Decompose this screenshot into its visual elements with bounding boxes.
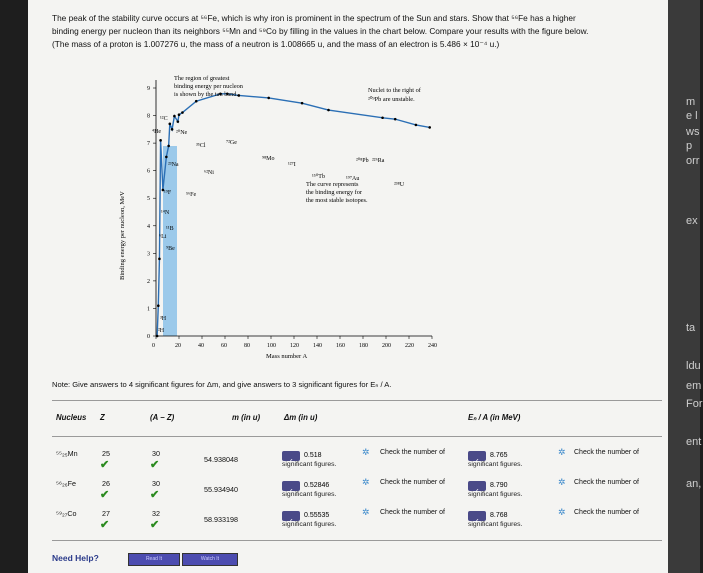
hint-icon[interactable]: ✲ (558, 507, 566, 517)
delta-m-value: 0.52846 (304, 482, 330, 490)
nuclide-i127: ¹²⁷I (288, 162, 296, 168)
hint-icon[interactable]: ✲ (362, 447, 370, 457)
eb-value: 8.768 (490, 512, 508, 520)
header-mass: m (in u) (232, 413, 261, 422)
annotation-right-1: Nuclei to the right of (368, 87, 421, 94)
nuclide-pb208: ²⁰⁸Pb (356, 158, 369, 164)
data-point (169, 123, 172, 126)
divider-header (52, 436, 662, 437)
note-text: Note: Give answers to 4 significant figures for Δm, and give answers to 3 significant figures for Eₙ / A. (52, 380, 392, 389)
data-point (327, 109, 330, 112)
check-icon: ✔ (150, 489, 160, 501)
check-icon: ✔ (150, 459, 160, 471)
eb-value: 8.790 (490, 482, 508, 490)
z-value: 26 (102, 479, 110, 488)
data-point (181, 111, 184, 114)
answer-status-icon (282, 451, 300, 461)
mass-value: 55.934940 (204, 485, 238, 494)
bg-fragment: ta (686, 322, 696, 334)
y-tick-label: 9 (147, 86, 150, 92)
divider-top (52, 400, 662, 401)
check-number-text: Check the number of (574, 449, 639, 456)
bg-fragment: ent (686, 436, 702, 448)
hint-icon[interactable]: ✲ (362, 507, 370, 517)
nuclide-cl35: ³⁵Cl (196, 143, 206, 149)
y-tick-label: 4 (147, 223, 150, 230)
annotation-right-2: ²⁰⁹Pb are unstable. (368, 96, 415, 103)
bg-fragment: ws (686, 126, 700, 138)
bg-fragment: an, (686, 478, 702, 490)
data-point (171, 128, 174, 131)
nuclide-u238: ²³⁸U (394, 182, 405, 188)
delta-m-value: 0.518 (304, 452, 322, 460)
nuclide-labels (152, 116, 405, 334)
eb-value: 8.765 (490, 452, 508, 460)
check-number-text: Check the number of (380, 479, 445, 486)
data-point (195, 100, 198, 103)
x-tick-label: 60 (221, 343, 227, 349)
nuclide-au197: ¹⁹⁷Au (346, 176, 360, 182)
y-tick-label: 1 (147, 306, 150, 313)
annotation-region-1: The region of greatest (174, 75, 230, 82)
homework-page (28, 0, 668, 573)
bg-fragment: e l (686, 110, 698, 122)
n-value: 30 (152, 479, 160, 488)
x-tick-label: 40 (198, 343, 204, 349)
y-tick-label: 8 (147, 113, 150, 120)
divider-bottom (52, 540, 662, 541)
need-help-label: Need Help? (52, 553, 99, 563)
nuclide-na23: ²³Na (168, 162, 179, 168)
y-tick-label: 0 (147, 334, 150, 340)
data-point (159, 139, 162, 142)
data-point (158, 258, 161, 261)
x-tick-label: 120 (290, 343, 299, 349)
sig-fig-text: significant figures. (282, 491, 337, 498)
nuclide-h2: ²H (158, 328, 165, 334)
x-tick-label: 160 (336, 343, 345, 349)
bg-fragment: orr (686, 155, 700, 167)
mass-value: 54.938048 (204, 455, 238, 464)
x-tick-label: 0 (152, 343, 155, 349)
background-window-right (666, 0, 703, 573)
nuclide-li6: ⁶Li (159, 234, 167, 240)
delta-m-value: 0.55535 (304, 512, 330, 520)
x-tick-label: 180 (359, 343, 368, 349)
check-number-text: Check the number of (574, 479, 639, 486)
question-text: The peak of the stability curve occurs at ⁵⁶Fe, which is why iron is prominent in the spectrum of the Sun and stars. Show that ⁵⁶Fe has a higher binding energy per nucleon than its neighbors ⁵⁵Mn and ⁵⁹Co by filling in the values in the chart below. Compare your results with the figure below. (The mass of a proton is 1.007276 u, the mass of a neutron is 1.008665 u, and the mass of an electron is 5.486 × 10⁻⁴ u.) (52, 13, 589, 49)
nuclide-f19: ¹⁹F (164, 190, 172, 196)
hint-icon[interactable]: ✲ (558, 477, 566, 487)
data-point (178, 113, 181, 116)
annotation-region-3: is shown by the tan band. (174, 91, 239, 98)
n-value: 32 (152, 509, 160, 518)
annotation-curve-1: The curve represents (306, 181, 359, 188)
nuclide-h3: ³H (160, 316, 167, 322)
answer-status-icon (468, 451, 486, 461)
binding-energy-figure (116, 70, 461, 370)
sig-fig-text: significant figures. (468, 491, 523, 498)
check-number-text: Check the number of (574, 509, 639, 516)
sig-fig-text: significant figures. (468, 521, 523, 528)
bg-fragment: m (686, 96, 696, 108)
nuclide-ge72: ⁷²Ge (226, 140, 237, 146)
check-number-text: Check the number of (380, 509, 445, 516)
answer-status-icon (282, 511, 300, 521)
n-value: 30 (152, 449, 160, 458)
nuclide-he4: ⁴He (152, 129, 162, 135)
nucleus-symbol: ⁵⁵₂₅Mn (56, 449, 78, 458)
x-tick-label: 220 (405, 343, 414, 349)
data-point (301, 102, 304, 105)
check-icon: ✔ (150, 519, 160, 531)
nuclide-ra226: ²²⁶Ra (372, 158, 385, 164)
x-tick-label: 140 (313, 343, 322, 349)
header-delta-m: Δm (in u) (284, 413, 318, 422)
y-tick-label: 5 (147, 196, 150, 203)
check-icon: ✔ (100, 459, 110, 471)
nuclide-b11: ¹¹B (166, 226, 174, 232)
y-axis-label: Binding energy per nucleon, MeV (119, 191, 126, 280)
nuclide-fe56: ⁵⁶Fe (186, 192, 197, 198)
x-tick-label: 240 (428, 343, 437, 349)
answer-status-icon (282, 481, 300, 491)
data-point (381, 116, 384, 119)
nuclide-ni62: ⁶²Ni (204, 170, 214, 176)
check-icon: ✔ (100, 489, 110, 501)
header-z: Z (100, 413, 105, 422)
x-axis-label: Mass number A (266, 353, 308, 360)
hint-icon[interactable]: ✲ (558, 447, 566, 457)
z-value: 25 (102, 449, 110, 458)
data-point (177, 120, 180, 123)
data-point (167, 145, 170, 148)
data-point (165, 156, 168, 159)
y-tick-label: 2 (147, 278, 150, 285)
x-tick-label: 200 (382, 343, 391, 349)
data-point (394, 118, 397, 121)
axis-ticks (147, 86, 437, 349)
y-tick-label: 3 (147, 251, 150, 258)
answer-status-icon (468, 511, 486, 521)
nuclide-n14: ¹⁴N (161, 210, 170, 216)
nuclide-ne20: ²⁰Ne (176, 130, 188, 136)
nuclide-be9: ⁹Be (166, 246, 175, 252)
data-point (428, 126, 431, 129)
z-value: 27 (102, 509, 110, 518)
header-nucleus: Nucleus (56, 413, 87, 422)
mass-value: 58.933198 (204, 515, 238, 524)
y-tick-label: 7 (147, 141, 150, 148)
sig-fig-text: significant figures. (282, 461, 337, 468)
data-point (156, 335, 159, 338)
data-point (173, 115, 176, 118)
sig-fig-text: significant figures. (282, 521, 337, 528)
nuclide-tb150: ¹⁵⁰Tb (312, 174, 325, 180)
x-tick-label: 20 (175, 343, 181, 349)
nuclide-c12: ¹²C (160, 116, 168, 122)
nucleus-symbol: ⁵⁹₂₇Co (56, 509, 77, 518)
y-tick-label: 6 (147, 168, 150, 175)
nuclide-mo98: ⁹⁸Mo (262, 156, 275, 162)
header-eb-per-a: Eₙ / A (in MeV) (468, 413, 521, 422)
nucleus-symbol: ⁵⁶₂₆Fe (56, 479, 77, 488)
data-point (415, 124, 418, 127)
x-tick-label: 80 (244, 343, 250, 349)
annotation-curve-3: the most stable isotopes. (306, 197, 368, 204)
x-tick-label: 100 (267, 343, 276, 349)
bg-fragment: p (686, 140, 693, 152)
bg-fragment: em (686, 380, 702, 392)
data-points (156, 92, 431, 337)
bg-fragment: ex (686, 215, 698, 227)
data-point (157, 304, 160, 307)
annotation-curve-2: the binding energy for (306, 189, 363, 196)
annotation-region-2: binding energy per nucleon (174, 83, 243, 90)
watch-it-button[interactable]: Watch It (182, 553, 238, 566)
read-it-button[interactable]: Read It (128, 553, 180, 566)
check-icon: ✔ (100, 519, 110, 531)
data-point (267, 97, 270, 100)
hint-icon[interactable]: ✲ (362, 477, 370, 487)
header-a-minus-z: (A − Z) (150, 413, 175, 422)
answer-status-icon (468, 481, 486, 491)
bg-fragment: For (686, 398, 703, 410)
binding-curve (157, 94, 430, 336)
check-number-text: Check the number of (380, 449, 445, 456)
sig-fig-text: significant figures. (468, 461, 523, 468)
bg-fragment: ldu (686, 360, 701, 372)
